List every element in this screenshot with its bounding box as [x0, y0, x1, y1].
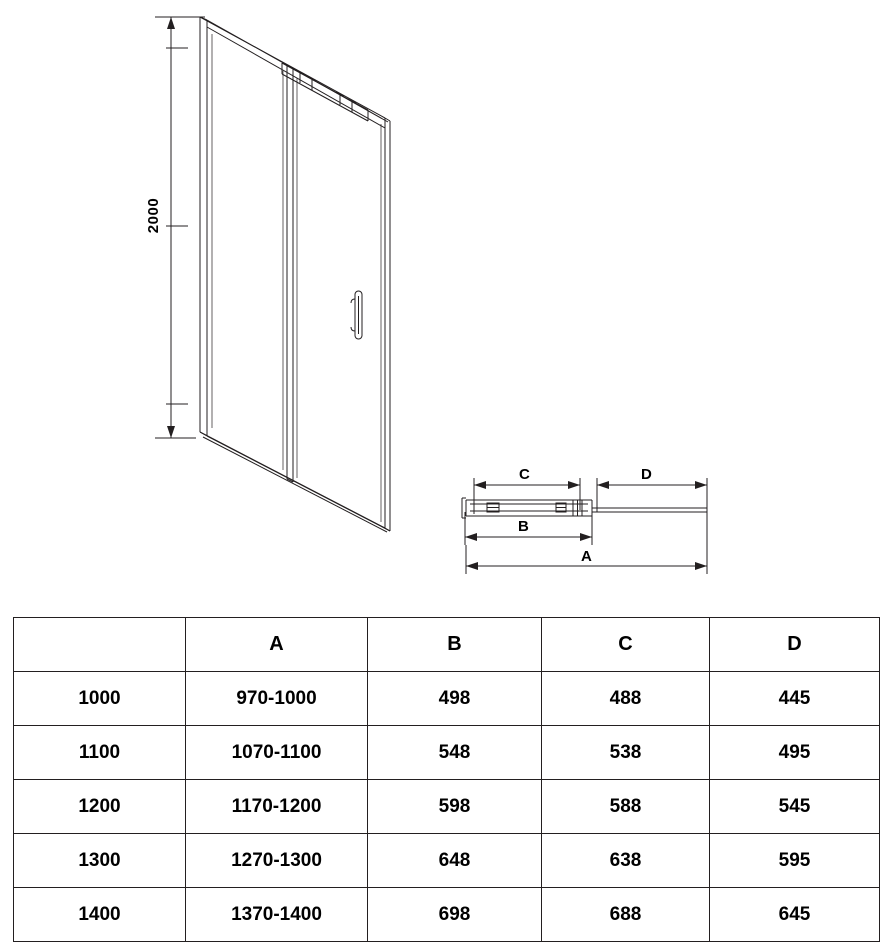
table-cell: 1170-1200 — [186, 780, 368, 834]
table-cell: 538 — [542, 726, 710, 780]
table-row — [14, 780, 880, 834]
table-cell: 1370-1400 — [186, 888, 368, 942]
dimension-label-d: D — [641, 466, 653, 483]
table-header-cell: B — [368, 618, 542, 672]
table-cell: 1200 — [14, 780, 186, 834]
table-cell: 648 — [368, 834, 542, 888]
table-row — [14, 672, 880, 726]
dimension-label-a: A — [581, 548, 593, 565]
table-cell: 688 — [542, 888, 710, 942]
table-header-cell: A — [186, 618, 368, 672]
table-cell: 445 — [710, 672, 880, 726]
roller-carriage-detail — [282, 63, 368, 121]
table-cell: 638 — [542, 834, 710, 888]
table-cell: 548 — [368, 726, 542, 780]
dimension-label-c: C — [519, 466, 531, 483]
table-header-cell: C — [542, 618, 710, 672]
table-cell: 498 — [368, 672, 542, 726]
table-cell: 1270-1300 — [186, 834, 368, 888]
door-handle — [351, 291, 362, 339]
table-cell: 698 — [368, 888, 542, 942]
table-cell: 970-1000 — [186, 672, 368, 726]
table-cell: 645 — [710, 888, 880, 942]
table-row — [14, 726, 880, 780]
table-cell: 488 — [542, 672, 710, 726]
table-cell: 1300 — [14, 834, 186, 888]
door-panel-divider — [287, 65, 293, 482]
table-cell: 1070-1100 — [186, 726, 368, 780]
plan-profile — [462, 498, 707, 518]
table-cell: 595 — [710, 834, 880, 888]
dimension-table-wrapper — [13, 617, 879, 942]
table-header-cell: D — [710, 618, 880, 672]
table-header-cell — [14, 618, 186, 672]
table-cell: 588 — [542, 780, 710, 834]
height-dimension — [155, 17, 205, 438]
table-cell: 1400 — [14, 888, 186, 942]
table-cell: 545 — [710, 780, 880, 834]
table-cell: 495 — [710, 726, 880, 780]
dimension-table — [13, 617, 880, 942]
table-row — [14, 834, 880, 888]
dimension-label-height: 2000 — [145, 197, 163, 234]
door-outer-frame — [200, 17, 390, 532]
table-row — [14, 888, 880, 942]
table-cell: 1100 — [14, 726, 186, 780]
table-header-row — [14, 618, 880, 672]
glass-panels — [212, 34, 381, 522]
dimension-label-b: B — [518, 518, 530, 535]
table-cell: 598 — [368, 780, 542, 834]
table-cell: 1000 — [14, 672, 186, 726]
